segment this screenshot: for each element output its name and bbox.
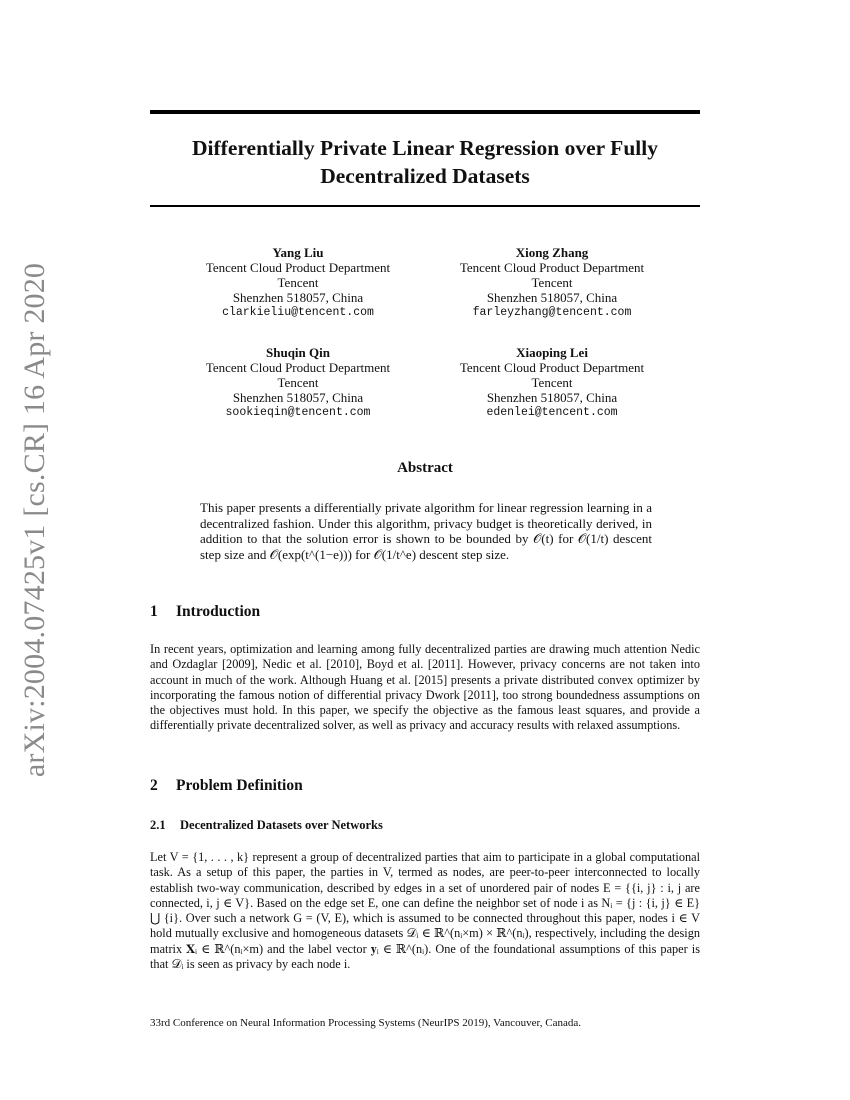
author-email[interactable]: edenlei@tencent.com [486, 406, 618, 419]
abstract-text: This paper presents a differentially private algorithm for linear regression learning in a decentralized fashion. Under this algorithm, privacy budget is theoretically derived, in addition to that the solution error is shown to be bounded by 𝒪(t) for 𝒪(1/t) descent step size and 𝒪(exp(t^(1−e))) for 𝒪(1/t^e) descent step size. [200, 500, 652, 562]
author-block [163, 245, 433, 320]
subsection-heading [150, 818, 383, 833]
subsection-body: Let V = {1, . . . , k} represent a group of decentralized parties that aim to participate in a global computational task. As a setup of this paper, the parties in V, termed as nodes, are peer-to-peer interconnected to locally establish two-way communication, described by edges in a set of unordered pair of nodes E = {{i, j} : i, j are connected, i, j ∈ V}. Based on the edge set E, one can define the neighbor set of node i as Nᵢ = {j : {i, j} ∈ E} ⋃ {i}. Over such a network G = (V, E), which is assumed to be connected throughout this paper, nodes i ∈ V hold mutually exclusive and homogeneous datasets 𝒟ᵢ ∈ ℝ^(nᵢ×m) × ℝ^(nᵢ), respectively, including the design matrix 𝐗ᵢ ∈ ℝ^(nᵢ×m) and the label vector 𝐲ᵢ ∈ ℝ^(nᵢ). One of the foundational assumptions of this paper is that 𝒟ᵢ is seen as privacy by each node i. [150, 850, 700, 972]
author-email[interactable]: sookieqin@tencent.com [225, 406, 371, 419]
author-block [163, 345, 433, 420]
author-address: Shenzhen 518057, China [232, 390, 364, 405]
section-heading [150, 603, 260, 621]
section-body: In recent years, optimization and learning among fully decentralized parties are drawing much attention Nedic and Ozdaglar [2009], Nedic et al. [2010], Boyd et al. [2011]. However, privacy concerns are not taken into account in much of the work. Although Huang et al. [2015] presents a private distributed convex optimizer by incorporating the famous notion of differential privacy Dwork [2011], too strong boundedness assumptions on the objectives must hold. In this paper, we specify the objective as the famous least squares, and provide a differentially private decentralized solver, as well as privacy and accuracy results with relaxed assumptions. [150, 642, 700, 733]
section-number: 2 [150, 777, 158, 794]
title-rule-bottom [150, 205, 700, 207]
arxiv-id: arXiv:2004.07425v1 [cs.CR] 16 Apr 2020 [18, 262, 52, 778]
section-title: Introduction [176, 603, 261, 620]
author-block [417, 345, 687, 420]
author-organization: Tencent [531, 375, 573, 390]
conference-footnote: 33rd Conference on Neural Information Processing Systems (NeurIPS 2019), Vancouver, Canada. [150, 1017, 582, 1029]
author-organization: Tencent [277, 275, 319, 290]
abstract-heading: Abstract [397, 460, 453, 476]
author-department: Tencent Cloud Product Department [205, 260, 391, 275]
author-department: Tencent Cloud Product Department [459, 360, 645, 375]
author-block [417, 245, 687, 320]
author-organization: Tencent [277, 375, 319, 390]
author-name: Xiaoping Lei [516, 345, 588, 360]
section-heading [150, 777, 303, 795]
author-email[interactable]: farleyzhang@tencent.com [472, 306, 632, 319]
section-title: Problem Definition [176, 777, 303, 794]
paper-title: Differentially Private Linear Regression over Fully Decentralized Datasets [192, 136, 658, 188]
author-name: Yang Liu [272, 245, 324, 260]
arxiv-watermark [4, 260, 66, 780]
author-email[interactable]: clarkieliu@tencent.com [222, 306, 374, 319]
author-department: Tencent Cloud Product Department [205, 360, 391, 375]
subsection-title: Decentralized Datasets over Networks [180, 818, 383, 832]
title-rule-top [150, 110, 700, 114]
section-number: 1 [150, 603, 158, 620]
author-department: Tencent Cloud Product Department [459, 260, 645, 275]
author-name: Xiong Zhang [515, 245, 589, 260]
author-name: Shuqin Qin [266, 345, 330, 360]
author-address: Shenzhen 518057, China [486, 290, 618, 305]
author-organization: Tencent [531, 275, 573, 290]
author-address: Shenzhen 518057, China [486, 390, 618, 405]
author-address: Shenzhen 518057, China [232, 290, 364, 305]
subsection-number: 2.1 [150, 818, 166, 832]
